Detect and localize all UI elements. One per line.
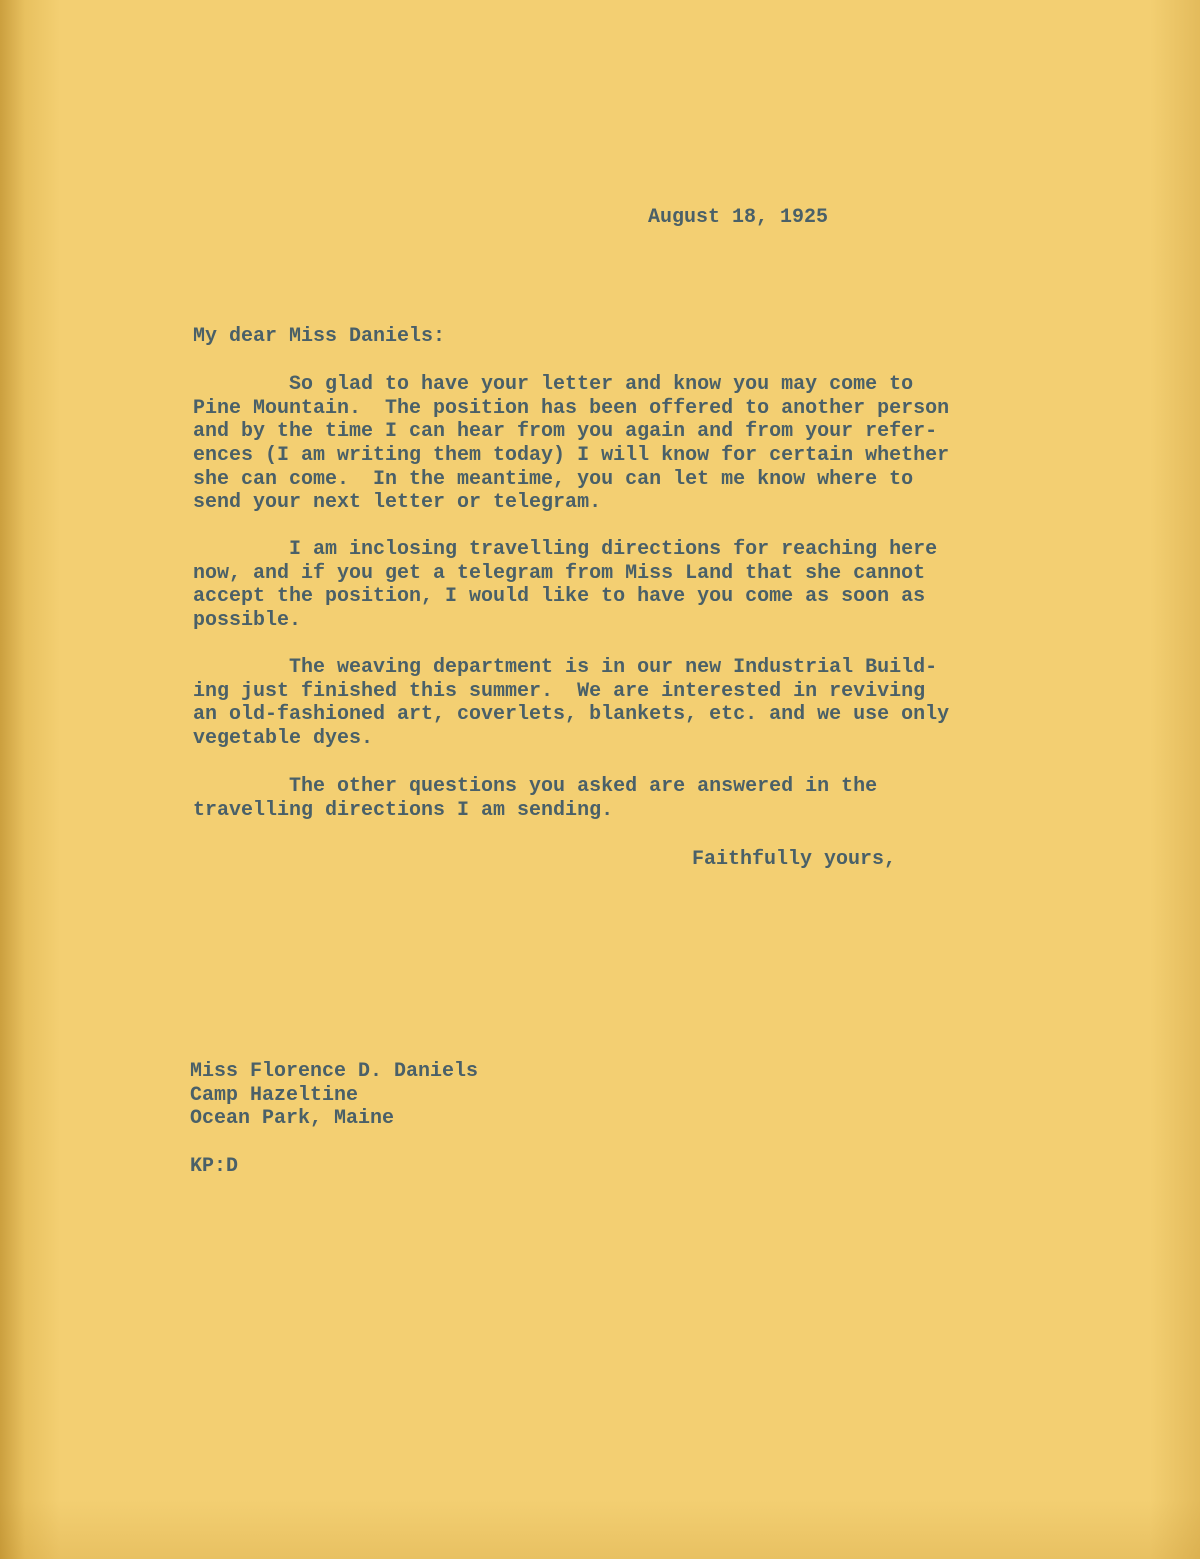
- recipient-camp: Camp Hazeltine: [190, 1083, 359, 1107]
- text-line: The other questions you asked are answered in the: [193, 775, 878, 798]
- paragraph-3: [193, 656, 949, 751]
- paragraph-1: [193, 373, 949, 515]
- text-line: and by the time I can hear from you again and from your refer-: [193, 420, 938, 444]
- text-line: possible.: [193, 609, 302, 633]
- text-line: accept the position, I would like to have you come as soon as: [193, 585, 926, 609]
- text-line: ences (I am writing them today) I will know for certain whether: [193, 444, 950, 468]
- recipient-name: Miss Florence D. Daniels: [190, 1060, 479, 1083]
- text-line: Pine Mountain. The position has been offered to another person: [193, 396, 950, 420]
- closing: Faithfully yours,: [692, 848, 897, 871]
- text-line: So glad to have your letter and know you may come to: [193, 373, 914, 396]
- text-line: an old-fashioned art, coverlets, blankets, etc. and we use only: [193, 703, 950, 727]
- typist-initials: KP:D: [190, 1155, 239, 1178]
- text-line: ing just finished this summer. We are interested in reviving: [193, 679, 926, 703]
- recipient-address: [190, 1060, 478, 1131]
- recipient-location: Ocean Park, Maine: [190, 1107, 395, 1131]
- text-line: she can come. In the meantime, you can let me know where to: [193, 467, 914, 491]
- text-line: I am inclosing travelling directions for reaching here: [193, 538, 938, 561]
- text-line: now, and if you get a telegram from Miss Land that she cannot: [193, 561, 926, 585]
- text-line: vegetable dyes.: [193, 727, 374, 751]
- paragraph-4: [193, 775, 877, 822]
- text-line: send your next letter or telegram.: [193, 491, 602, 515]
- salutation: My dear Miss Daniels:: [193, 325, 446, 348]
- paragraph-2: [193, 538, 937, 633]
- letter-date: August 18, 1925: [648, 206, 829, 229]
- text-line: travelling directions I am sending.: [193, 798, 614, 822]
- text-line: The weaving department is in our new Industrial Build-: [193, 656, 938, 679]
